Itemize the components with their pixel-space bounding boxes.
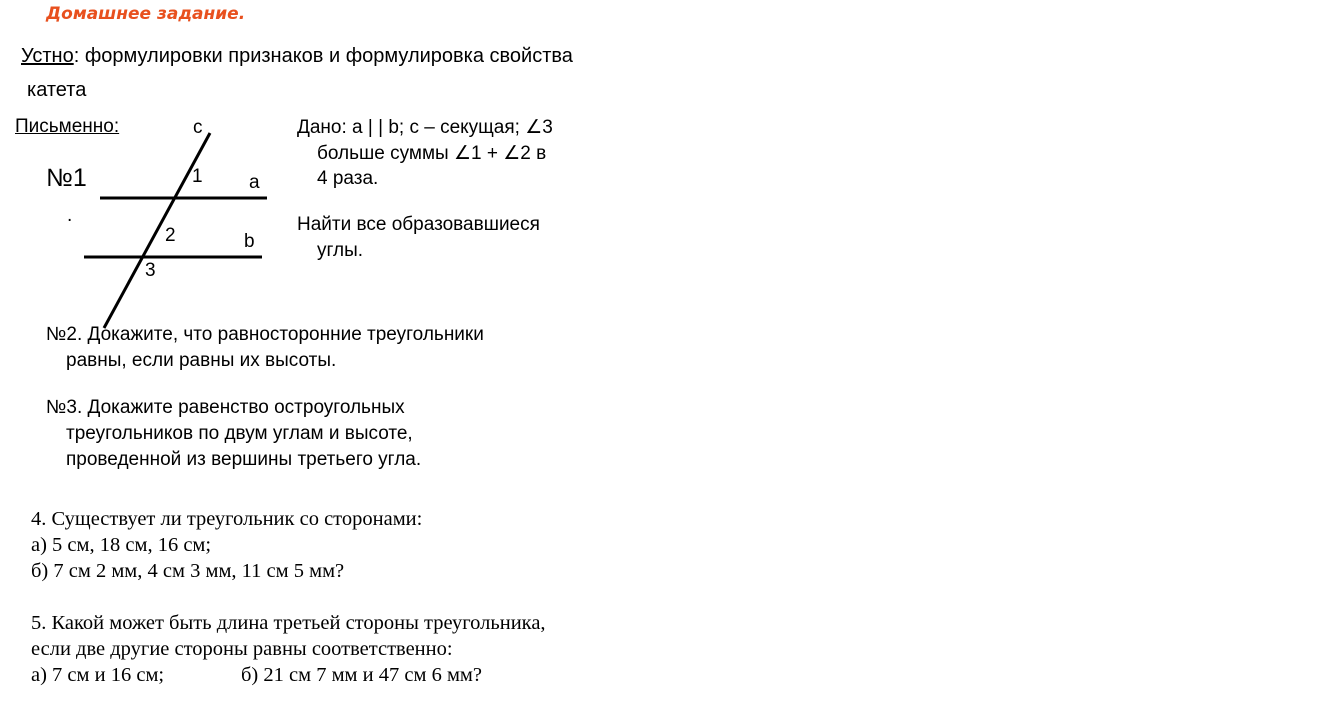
task5-line-3b: б) 21 см 7 мм и 47 см 6 мм? — [241, 664, 482, 686]
task5-line-3a: а) 7 см и 16 см; — [31, 664, 165, 686]
task1-find-line-2: углы. — [317, 240, 364, 261]
oral-line-2: катета — [27, 79, 87, 101]
oral-text: : формулировки признаков и формулировка свойства — [73, 45, 573, 67]
task1-given-line-3: 4 раза. — [317, 168, 379, 189]
label-angle-1: 1 — [192, 166, 203, 187]
task3-line-2: треугольников по двум углам и высоте, — [66, 423, 413, 444]
task1-given-line-2: больше суммы ∠1 + ∠2 в — [317, 143, 547, 164]
oral-label: Устно — [21, 45, 74, 67]
task2-line-1: №2. Докажите, что равносторонние треугольники — [46, 324, 484, 345]
task1-dot: . — [67, 205, 73, 226]
label-c: с — [193, 117, 203, 138]
task4-line-3: б) 7 см 2 мм, 4 см 3 мм, 11 см 5 мм? — [31, 560, 345, 582]
task1-given-line-1: Дано: a | | b; с – секущая; ∠3 — [297, 117, 553, 138]
task1-number: №1 — [46, 164, 87, 192]
task3-line-1: №3. Докажите равенство остроугольных — [46, 397, 405, 418]
task5-line-2: если две другие стороны равны соответственно: — [31, 638, 453, 660]
homework-title: Домашнее задание. — [46, 4, 246, 24]
label-b: b — [244, 231, 255, 252]
label-angle-3: 3 — [145, 260, 156, 281]
task4-line-1: 4. Существует ли треугольник со сторонами: — [31, 508, 423, 530]
label-a: a — [249, 172, 260, 193]
task1-find-line-1: Найти все образовавшиеся — [297, 214, 540, 235]
task3-line-3: проведенной из вершины третьего угла. — [66, 449, 422, 470]
label-angle-2: 2 — [165, 225, 176, 246]
task2-line-2: равны, если равны их высоты. — [66, 350, 337, 371]
written-label: Письменно: — [15, 116, 120, 137]
task5-line-1: 5. Какой может быть длина третьей стороны треугольника, — [31, 612, 546, 634]
secant-c — [104, 133, 210, 328]
task4-line-2: а) 5 см, 18 см, 16 см; — [31, 534, 212, 556]
